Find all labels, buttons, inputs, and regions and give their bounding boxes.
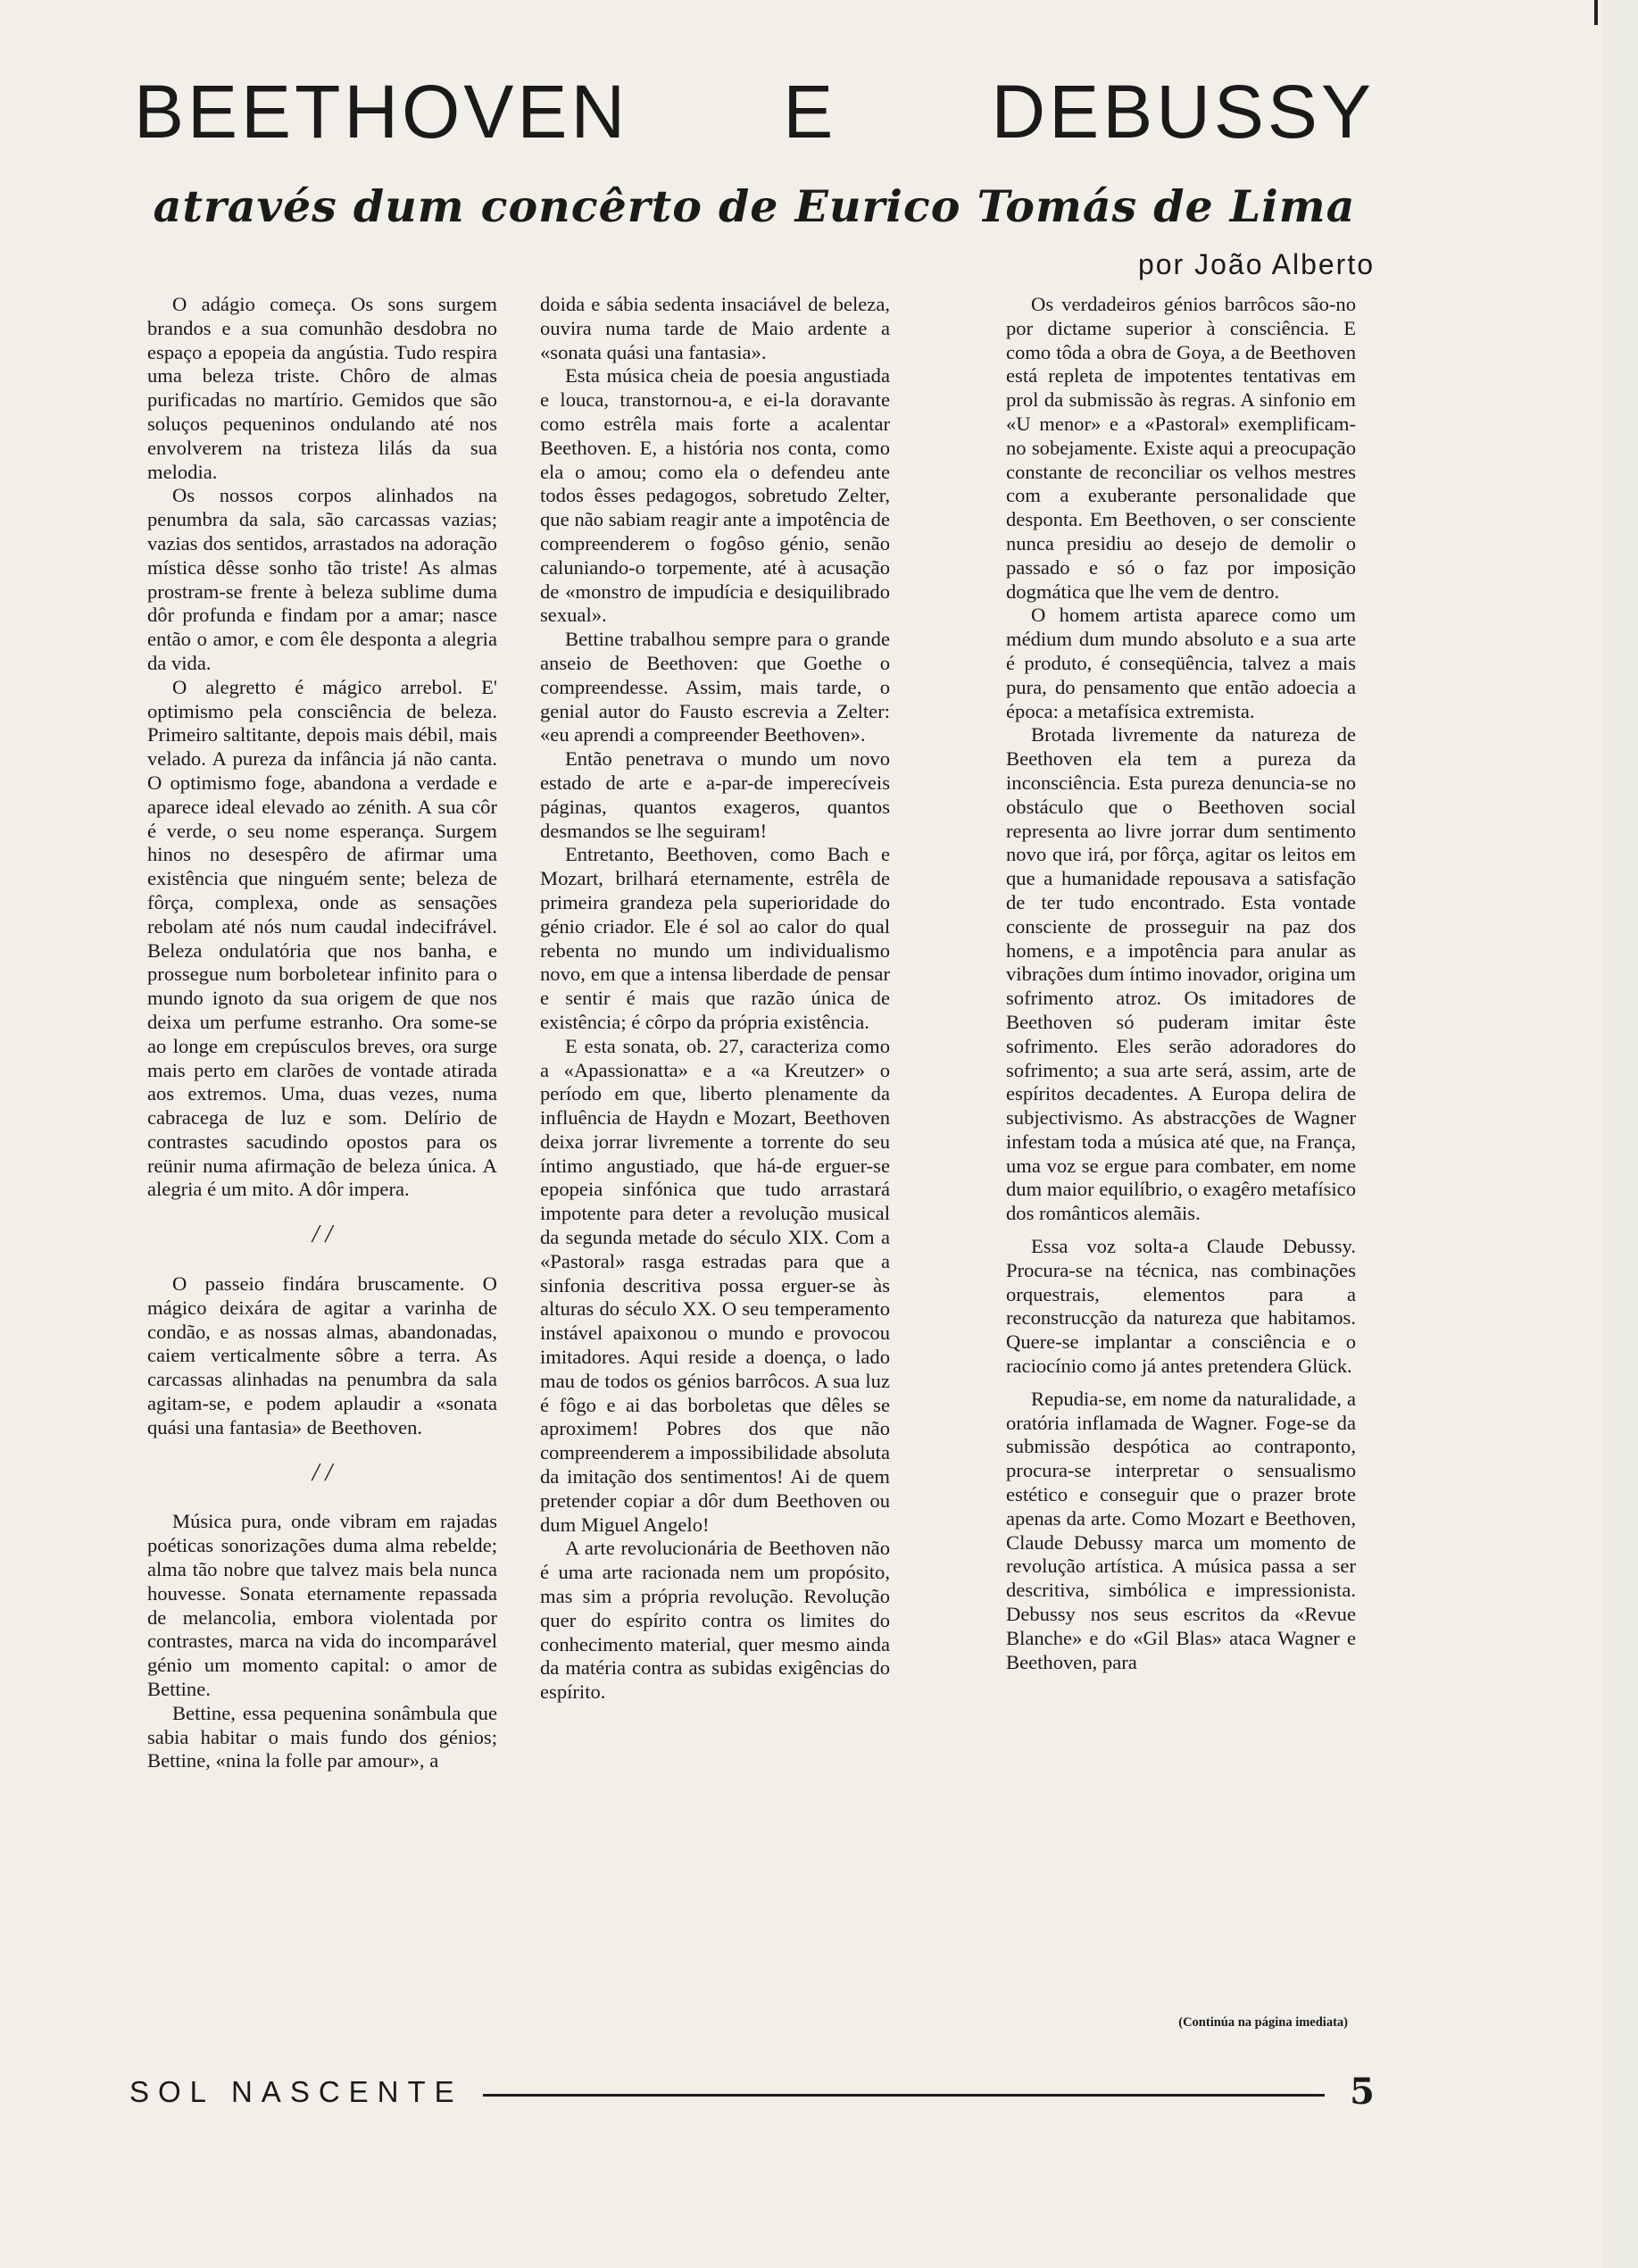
section-separator: / / — [312, 1221, 333, 1249]
paragraph: E esta sonata, ob. 27, caracteriza como a «Apassionatta» e a «a Kreutzer» o período em que, liberto plenamente da influência de Haydn e Mozart, Beethoven deixa jorrar livremente a torrente do seu íntimo angustiado, que há-de erguer-se epopeia sinfónica que tudo arrastará impotente para deter a revolução musical da segunda metade do século XIX. Com a «Pastoral» rasga estradas para que a sinfonia descritiva possa erguer-se às alturas do século XX. O seu temperamento instável apaixonou o mundo e provocou imitadores. Aqui reside a doença, o lado mau de todos os génios barrôcos. A sua luz é fôgo e ai das borboletas que dêles se aproximem! Pobres dos que não compreenderem a impossibilidade absoluta da imitação dos sentimentos! Ai de quem pretender copiar a dôr dum Beethoven ou dum Miguel Angelo! — [540, 1034, 890, 1536]
title-word: BEETHOVEN — [134, 70, 629, 154]
paragraph: Entretanto, Beethoven, como Bach e Mozart, brilhará eternamente, estrêla de primeira grandeza pela superioridade do génio criador. Ele é sol ao calor do qual rebenta no mundo um individualismo novo, em que a intensa liberdade de pensar e sentir é mais que razão única de existência; é côrpo da própria existência. — [540, 843, 890, 1033]
text-column-2 — [540, 293, 890, 2034]
text-column-3 — [1006, 293, 1356, 1972]
title-word: DEBUSSY — [991, 70, 1375, 154]
paragraph: O passeio findára bruscamente. O mágico deixára de agitar a varinha de condão, e as nossas almas, abandonadas, caiem verticalmente sôbre a terra. As carcassas alinhadas na penumbra da sala agitam-se, e podem aplaudir a «sonata quási una fantasia» de Beethoven. — [147, 1272, 497, 1438]
scan-edge-shadow — [1603, 0, 1638, 2268]
page-number: 5 — [1350, 2071, 1375, 2113]
text-column-1 — [147, 293, 497, 2034]
paragraph: Música pura, onde vibram em rajadas poéticas sonorizações duma alma rebelde; alma tão nobre que talvez mais bela nunca houvesse. Sonata eternamente repassada de melancolia, embora violentada por contrastes, marca na vida do incomparável génio um momento capital: o amor de Bettine. — [147, 1510, 497, 1701]
section-separator: / / — [312, 1458, 333, 1487]
page-footer — [129, 2070, 1375, 2114]
scan-edge-mark — [1594, 0, 1598, 25]
author-byline: por João Alberto — [1137, 248, 1375, 280]
paragraph: O homem artista aparece como um médium dum mundo absoluto e a sua arte é produto, é conseqüência, talvez a mais pura, do pensamento que então adoecia a época: a metafísica extremista. — [1006, 604, 1356, 722]
paragraph: Bettine, essa pequenina sonâmbula que sabia habitar o mais fundo dos génios; Bettine, «nina la folle par amour», a — [147, 1701, 497, 1772]
title-word: E — [783, 70, 837, 154]
footer-rule — [483, 2094, 1325, 2097]
paragraph: Esta música cheia de poesia angustiada e louca, transtornou-a, e ei-la doravante como estrêla mais forte a acalentar Beethoven. E, a história nos conta, como ela o amou; como ela o defendeu ante todos êsses pedagogos, sobretudo Zelter, que não sabiam reagir ante a impotência de compreenderem o fogôso génio, senão caluniando-o torpemente, até à acusação de «monstro de impudícia e desiquilibrado sexual». — [540, 364, 890, 627]
paragraph: Então penetrava o mundo um novo estado de arte e a-par-de imperecíveis páginas, quantos exageros, quantos desmandos se lhe seguiram! — [540, 747, 890, 842]
paragraph: Os nossos corpos alinhados na penumbra da sala, são carcassas vazias; vazias dos sentidos, arrastados na adoração mística dêsse sonho tão triste! As almas prostram-se frente à beleza sublime duma dôr profunda e findam por a amar; nasce então o amor, e com êle desponta a alegria da vida. — [147, 484, 497, 674]
continuation-note: (Continúa na página imediata) — [1178, 2015, 1348, 2030]
paragraph: A arte revolucionária de Beethoven não é uma arte racionada nem um propósito, mas sim a própria revolução. Revolução quer do espírito contra os limites do conhecimento material, quer mesmo ainda da matéria contra as subidas exigências do espírito. — [540, 1537, 890, 1704]
paragraph: Os verdadeiros génios barrôcos são-no por dictame superior à consciência. E como tôda a obra de Goya, a de Beethoven está repleta de impotentes tentativas em prol da submissão às regras. A sinfonio em «U menor» e a «Pastoral» exemplificam-no sobejamente. Existe aqui a preocupação constante de reconciliar os velhos mestres com a exuberante personalidade que desponta. Em Beethoven, o ser consciente nunca presidiu ao desejo de demolir o passado e só o faz por imposição dogmática que lhe vem de dentro. — [1006, 293, 1356, 603]
paragraph: Bettine trabalhou sempre para o grande anseio de Beethoven: que Goethe o compreendesse. Assim, mais tarde, o genial autor do Fausto escrevia a Zelter: «eu aprendi a compreender Beethoven». — [540, 628, 890, 746]
paragraph: Brotada livremente da natureza de Beethoven ela tem a pureza da inconsciência. Esta pureza denuncia-se no obstáculo que o Beethoven social representa ao livre jorrar dum sentimento novo que irá, por fôrça, agitar os leitos em que a humanidade repousava a satisfação de ter tudo encontrado. Esta vontade consciente de prosseguir na paz dos homens, e a impotência para anular as vibrações dum íntimo inovador, origina um sofrimento atroz. Os imitadores de Beethoven só puderam imitar êste sofrimento. Eles serão adoradores do sofrimento; a sua arte será, assim, arte de espíritos decadentes. A Europa delira de subjectivismo. As abstracções de Wagner infestam toda a música até que, na França, uma voz se ergue para combater, em nome dum maior equilíbrio, o exagêro metafísico dos românticos alemãis. — [1006, 723, 1356, 1225]
paragraph: doida e sábia sedenta insaciável de beleza, ouvira numa tarde de Maio ardente a «sonata quási una fantasia». — [540, 293, 890, 363]
paragraph: O alegretto é mágico arrebol. E' optimismo pela consciência de beleza. Primeiro saltitante, depois mais débil, mais velado. A pureza da infância já não canta. O optimismo foge, abandona a verdade e aparece ideal elevado ao zénith. A sua côr é verde, o seu nome esperança. Surgem hinos no desespêro de afirmar uma existência que ninguém sente; beleza de fôrça, complexa, onde as sensações rebolam até nós num caudal indecifrável. Beleza ondulatória que nos banha, e prossegue num borboletear infinito para o mundo ignoto da sua origem de que nos deixa um perfume estranho. Ora some-se ao longe em crepúsculos breves, ora surge mais perto em clarões de vontade atirada aos extremos. Uma, duas vezes, numa cabracega de luz e som. Delírio de contrastes sacudindo opostos para os reünir numa afirmação de beleza única. A alegria é um mito. A dôr impera. — [147, 675, 497, 1201]
publication-name: SOL NASCENTE — [129, 2075, 463, 2108]
paragraph: Essa voz solta-a Claude Debussy. Procura-se na técnica, nas combinações orquestrais, elementos para a reconstrucção da natureza que habitamos. Quere-se implantar a consciência e o raciocínio como já antes pretendera Glück. — [1006, 1235, 1356, 1378]
article-subtitle: através dum concêrto de Eurico Tomás de Lima — [153, 180, 1356, 232]
article-title — [134, 63, 1375, 161]
paragraph: O adágio começa. Os sons surgem brandos e a sua comunhão desdobra no espaço a epopeia da angústia. Tudo respira uma beleza triste. Chôro de almas purificadas no martírio. Gemidos que são soluços pequeninos ondulando até nos envolverem na tristeza lilás da sua melodia. — [147, 293, 497, 483]
paragraph: Repudia-se, em nome da naturalidade, a oratória inflamada de Wagner. Foge-se da submissão despótica ao contraponto, procura-se interpretar o sensualismo estético e conseguir que o prazer brote apenas da arte. Como Mozart e Beethoven, Claude Debussy marca um momento de revolução artística. A música passa a ser descritiva, simbólica e impressionista. Debussy nos seus escritos da «Revue Blanche» e do «Gil Blas» ataca Wagner e Beethoven, para — [1006, 1387, 1356, 1673]
